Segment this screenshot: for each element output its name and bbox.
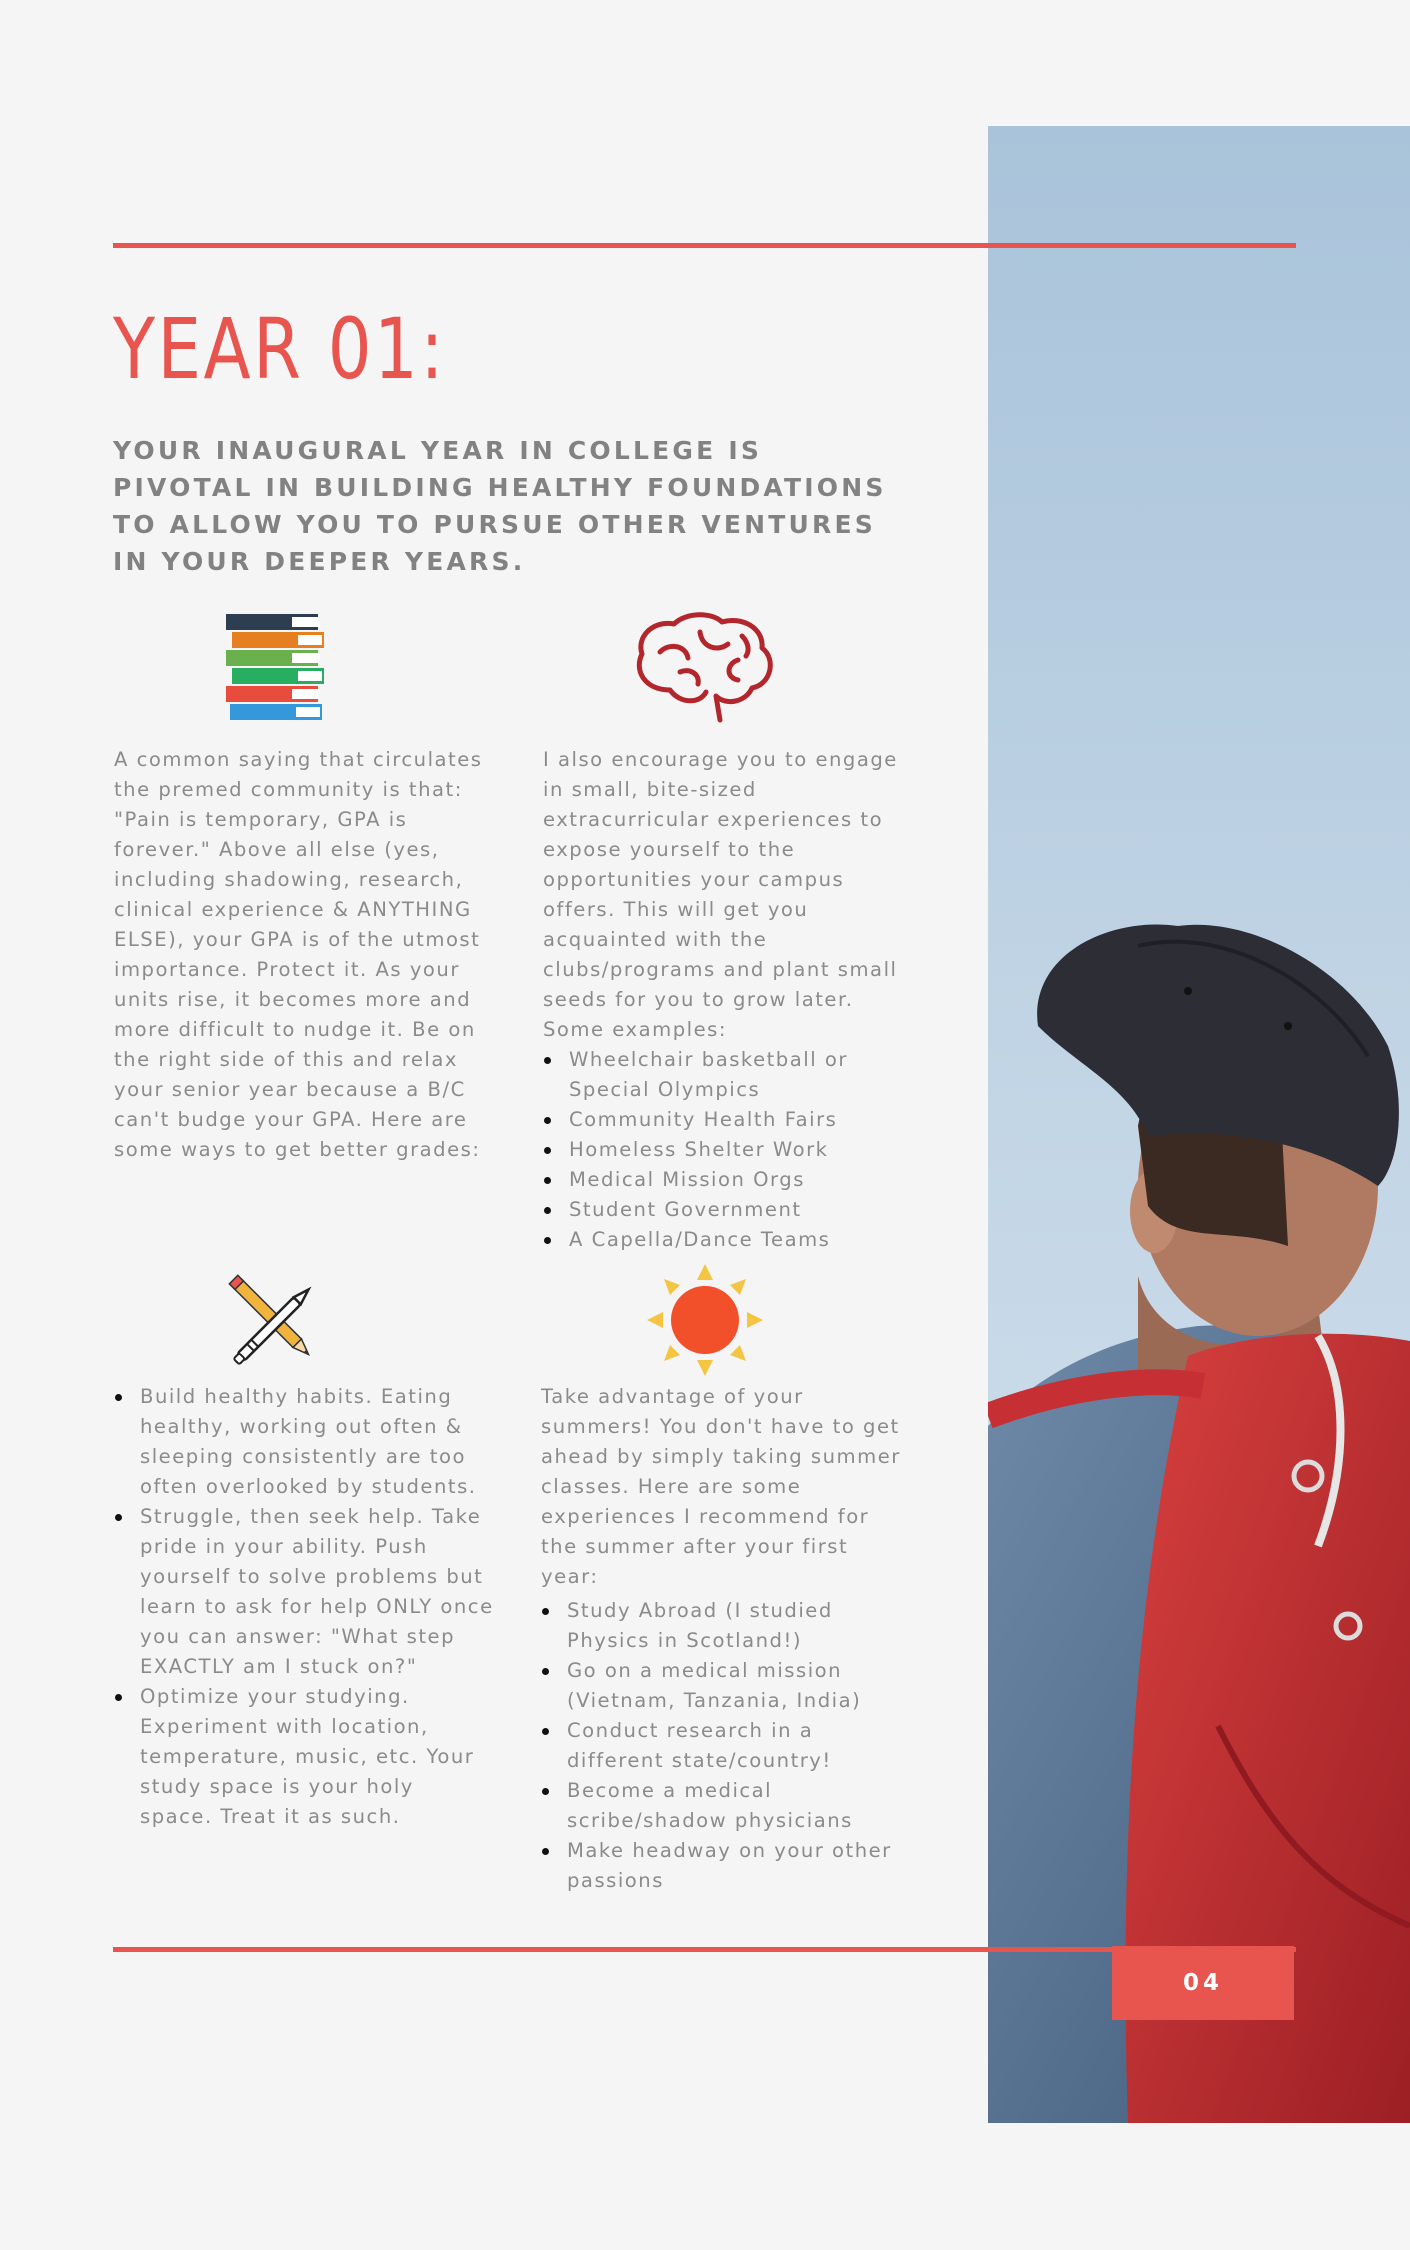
summers-list [541, 1596, 911, 1896]
extracurricular-intro: I also encourage you to engage in small, bite-sized extracurricular experiences to expose yourself to the opportunities your campus offers. This will get you acquainted with the clubs/programs and plant small seeds for you to grow later. Some examples: [543, 748, 898, 1041]
study-tips-block [114, 1382, 494, 1832]
list-item: Struggle, then seek help. Take pride in your ability. Push yourself to solve problems but learn to ask for help ONLY once you can answer: "What step EXACTLY am I stuck on?" [114, 1502, 494, 1682]
hero-photo [988, 126, 1410, 2123]
grades-text-block [114, 745, 486, 1165]
grades-paragraph: A common saying that circulates the premed community is that: "Pain is temporary, GPA is forever." Above all else (yes, including shadowing, research, clinical experience & ANYTHING ELSE), your GPA is of the utmost importance. Protect it. As your units rise, it becomes more and more difficult to nudge it. Be on the right side of this and relax your senior year because a B/C can't budge your GPA. Here are some ways to get better grades: [114, 748, 483, 1161]
list-item: Build healthy habits. Eating healthy, working out often & sleeping consistently are too often overlooked by students. [114, 1382, 494, 1502]
extracurricular-text-block [543, 745, 903, 1255]
pencil-pen-icon [226, 1274, 326, 1374]
summers-intro: Take advantage of your summers! You don't have to get ahead by simply taking summer classes. Here are some experiences I recommend for the summer after your first year: [541, 1385, 901, 1588]
page-subtitle: YOUR INAUGURAL YEAR IN COLLEGE IS PIVOTAL IN BUILDING HEALTHY FOUNDATIONS TO ALLOW YOU TO PURSUE OTHER VENTURES IN YOUR DEEPER YEARS. [113, 436, 887, 576]
list-item: Optimize your studying. Experiment with location, temperature, music, etc. Your study space is your holy space. Treat it as such. [114, 1682, 494, 1832]
list-item: Study Abroad (I studied Physics in Scotland!) [541, 1596, 911, 1656]
list-item: Community Health Fairs [543, 1105, 903, 1135]
page-number-badge: 04 [1112, 1946, 1294, 2020]
sun-icon [647, 1264, 763, 1380]
list-item: Make headway on your other passions [541, 1836, 911, 1896]
list-item: Become a medical scribe/shadow physicians [541, 1776, 911, 1836]
list-item: Conduct research in a different state/country! [541, 1716, 911, 1776]
study-tips-list [114, 1382, 494, 1832]
list-item: A Capella/Dance Teams [543, 1225, 903, 1255]
list-item: Go on a medical mission (Vietnam, Tanzania, India) [541, 1656, 911, 1716]
page-title: YEAR 01: [113, 300, 447, 398]
books-icon [222, 612, 326, 728]
list-item: Wheelchair basketball or Special Olympics [543, 1045, 903, 1105]
brain-icon [630, 612, 778, 728]
summers-block [541, 1382, 911, 1896]
list-item: Student Government [543, 1195, 903, 1225]
list-item: Medical Mission Orgs [543, 1165, 903, 1195]
top-divider [113, 243, 1296, 248]
list-item: Homeless Shelter Work [543, 1135, 903, 1165]
extracurricular-list [543, 1045, 903, 1255]
